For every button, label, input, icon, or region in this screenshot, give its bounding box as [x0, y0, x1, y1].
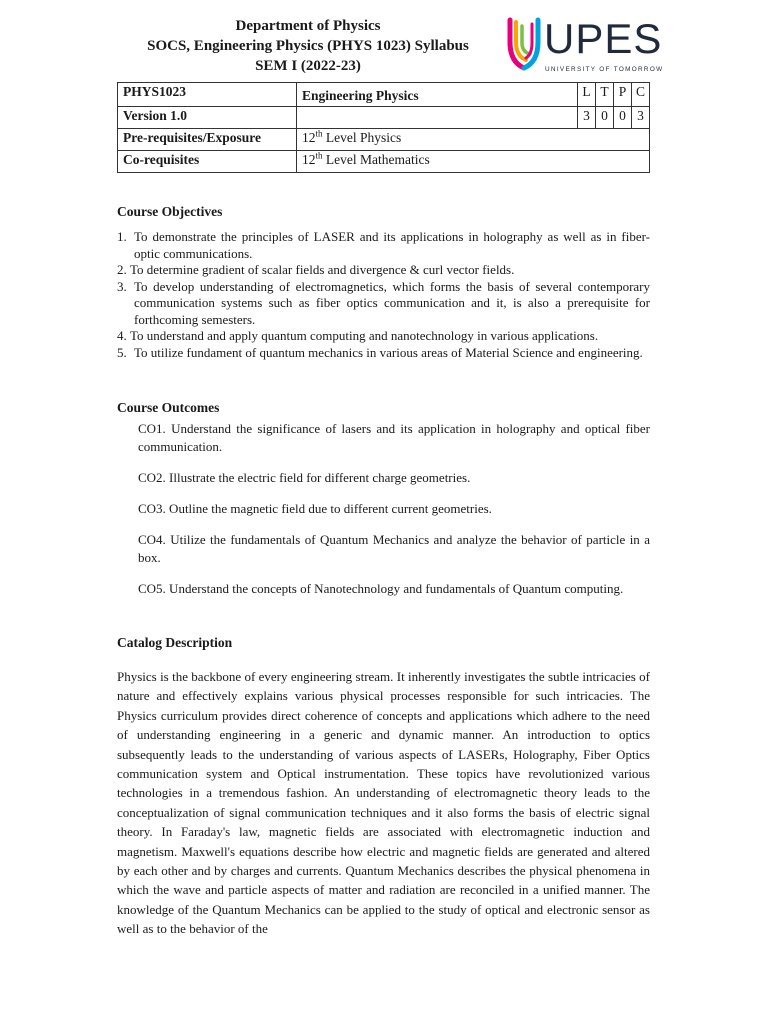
list-item-text: To utilize fundament of quantum mechanics in various areas of Material Science and engineering.	[134, 344, 643, 360]
course-version: Version 1.0	[118, 107, 297, 129]
ltpc-header-l: L	[577, 83, 595, 107]
prerequisites-sup: th	[315, 128, 323, 139]
ltpc-header-p: P	[613, 83, 631, 107]
department-title: Department of Physics	[235, 18, 381, 34]
list-item	[117, 229, 650, 262]
table-row	[118, 151, 650, 173]
catalog-description-text: Physics is the backbone of every engineering stream. It inherently investigates the subtle intricacies of nature and effectively explains various physical processes responsible for such intricacies. The Physics curriculum provides direct coherence of concepts and applications which adhere to the need of understanding engineering in a generic and dynamic manner. An introduction to optics subsequently leads to the understanding of various aspects of LASERs, Holography, Fiber Optics communication system and Optical instrumentation. These topics have revolutionized various technologies in a tremendous fashion. An understanding of electromagnetic theory leads to the conceptualization of signal communication techniques and it also forms the basis of electric signal theory. In Faraday's law, magnetic fields are associated with electromagnetic induction and magnetism. Maxwell's equations describe how electric and magnetic fields are generated and altered by each other and by charges and currents. Quantum Mechanics describes the physical phenomena in which the wave and particle aspects of matter and radiation are reconciled in a unified manner. The knowledge of the Quantum Mechanics can be applied to the study of optical and electronic sensor as well as to the behavior of the	[117, 669, 650, 937]
corequisites-text: Level Mathematics	[322, 152, 430, 167]
syllabus-title: SOCS, Engineering Physics (PHYS 1023) Syllabus	[147, 38, 469, 54]
prerequisites-value	[297, 129, 650, 151]
prerequisites-text: Level Physics	[322, 130, 402, 145]
prerequisites-label: Pre-requisites/Exposure	[118, 129, 297, 151]
corequisites-label: Co-requisites	[118, 151, 297, 173]
course-objectives-heading: Course Objectives	[117, 204, 223, 219]
list-item-text: To demonstrate the principles of LASER and its applications in holography as well as in fiber-optic communications.	[134, 229, 650, 261]
empty-cell	[297, 107, 578, 129]
table-row	[118, 129, 650, 151]
list-item-text: To develop understanding of electromagnetics, which forms the basis of several contemporary communication systems such as fiber optics communication and it, is also a prerequisite for forthcoming semesters.	[134, 278, 650, 327]
logo-wordmark: UPES	[544, 15, 663, 62]
list-item-number: 5.	[117, 344, 127, 360]
ltpc-value-l: 3	[577, 107, 595, 129]
upes-logo	[504, 15, 664, 78]
course-outcomes-heading: Course Outcomes	[117, 400, 220, 415]
prerequisites-num: 12	[302, 130, 316, 145]
ltpc-header-c: C	[631, 83, 649, 107]
ltpc-value-t: 0	[595, 107, 613, 129]
list-item: CO1. Understand the significance of lasers and its application in holography and optical fiber communication.	[138, 421, 650, 454]
ltpc-value-p: 0	[613, 107, 631, 129]
list-item	[117, 328, 650, 345]
corequisites-num: 12	[302, 152, 316, 167]
ltpc-header-t: T	[595, 83, 613, 107]
table-row	[118, 107, 650, 129]
list-item: CO3. Outline the magnetic field due to different current geometries.	[138, 501, 492, 516]
list-item: CO5. Understand the concepts of Nanotechnology and fundamentals of Quantum computing.	[138, 581, 624, 596]
list-item: CO2. Illustrate the electric field for different charge geometries.	[138, 470, 471, 485]
upes-emblem-icon	[504, 16, 544, 78]
list-item-text: To determine gradient of scalar fields and divergence & curl vector fields.	[130, 262, 515, 277]
document-header	[118, 16, 498, 76]
course-title: Engineering Physics	[297, 83, 578, 107]
catalog-description-heading: Catalog Description	[117, 635, 233, 650]
course-code: PHYS1023	[118, 83, 297, 107]
course-info-table	[117, 82, 650, 173]
semester-title: SEM I (2022-23)	[255, 58, 361, 74]
list-item-number: 3.	[117, 278, 127, 294]
corequisites-value	[297, 151, 650, 173]
course-outcomes-list	[138, 420, 650, 611]
corequisites-sup: th	[315, 150, 323, 161]
course-objectives-list	[117, 229, 650, 361]
list-item	[117, 345, 650, 362]
list-item-number: 4.	[117, 328, 127, 343]
list-item-text: To understand and apply quantum computing and nanotechnology in various applications.	[130, 328, 599, 343]
ltpc-value-c: 3	[631, 107, 649, 129]
list-item: CO4. Utilize the fundamentals of Quantum Mechanics and analyze the behavior of particle in a box.	[138, 532, 650, 565]
list-item-number: 1.	[117, 229, 127, 244]
logo-tagline: UNIVERSITY OF TOMORROW	[545, 66, 664, 73]
list-item-number: 2.	[117, 262, 127, 277]
list-item	[117, 279, 650, 329]
table-row	[118, 83, 650, 107]
list-item	[117, 262, 650, 279]
